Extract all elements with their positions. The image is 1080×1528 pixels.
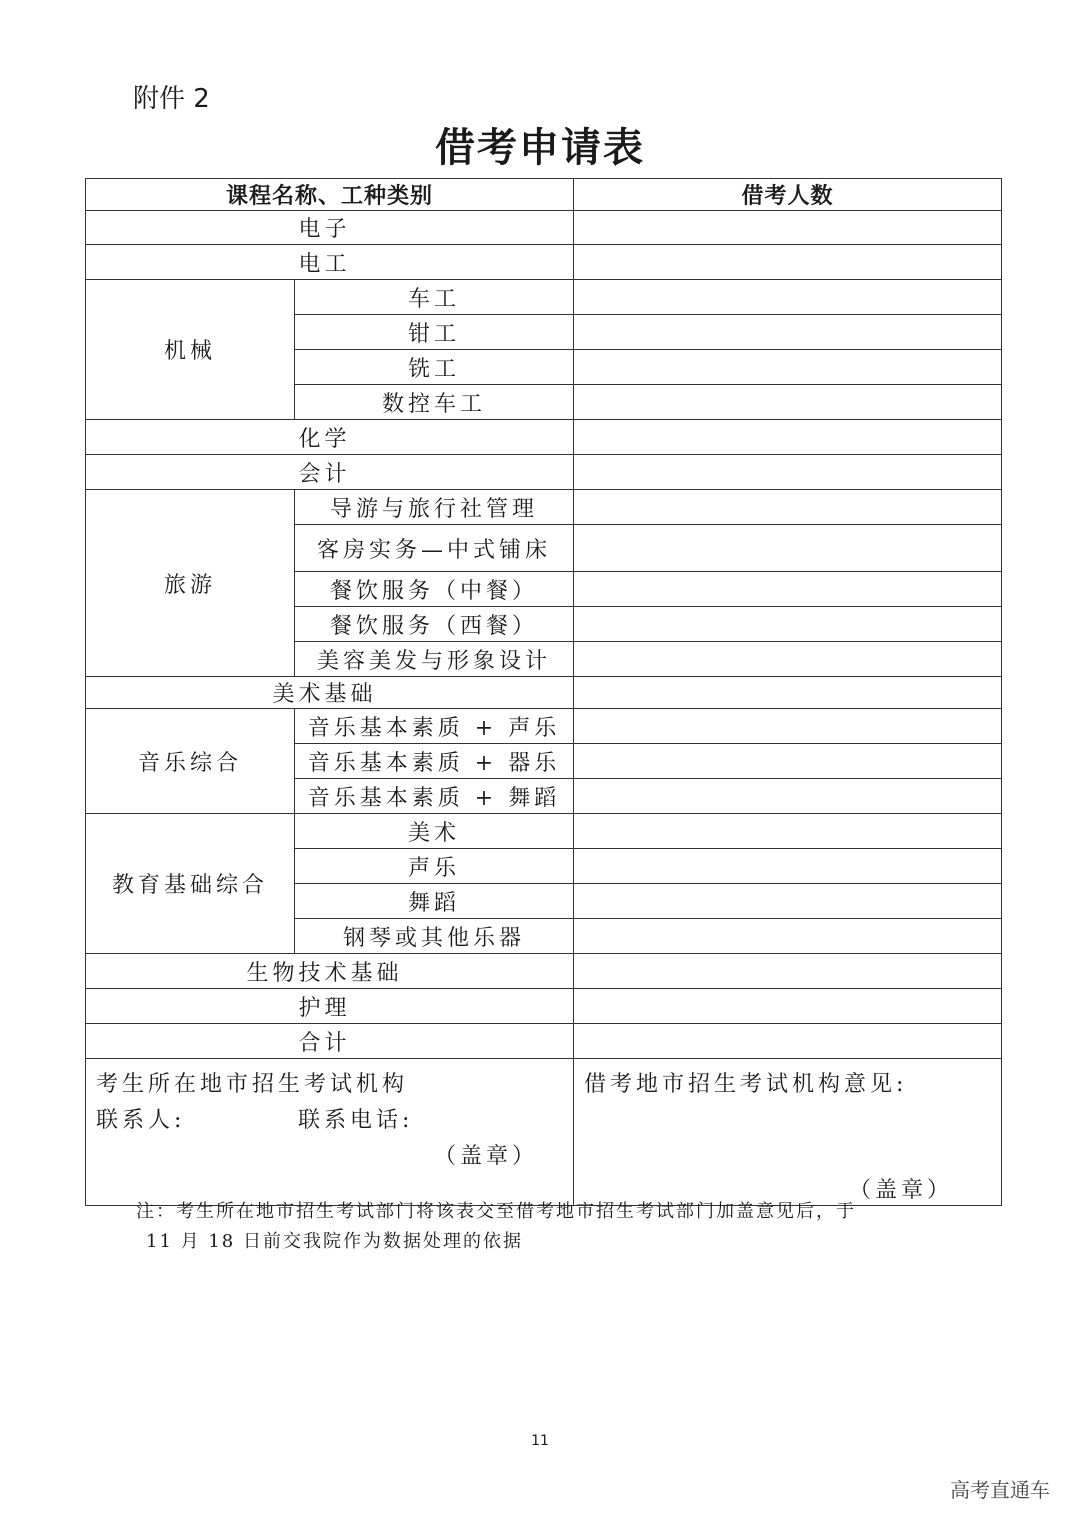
table-row [86,211,1002,245]
group-label-mechanical: 机械 [86,280,295,420]
table-row [86,1024,1002,1059]
count-cell-edu-3[interactable] [574,919,1002,954]
header-count: 借考人数 [574,179,1002,211]
watermark-text: 高考直通车 [950,1478,1050,1502]
row-label-music-1: 音乐基本素质 + 器乐 [295,744,574,779]
table-row [86,989,1002,1024]
row-label-accounting: 会计 [86,455,574,490]
row-label-fine-arts: 美术基础 [86,677,574,709]
row-label-electronics: 电子 [86,211,574,245]
applicant-office-label: 考生所在地市招生考试机构 [96,1072,409,1097]
count-cell-music-2[interactable] [574,779,1002,814]
count-cell-mech-3[interactable] [574,385,1002,420]
count-cell-electronics[interactable] [574,211,1002,245]
count-cell-tour-0[interactable] [574,490,1002,525]
page-number: 11 [531,1433,549,1449]
row-label-biotech: 生物技术基础 [86,954,574,989]
row-label-edu-2: 舞蹈 [295,884,574,919]
row-label-tour-2: 餐饮服务（中餐） [295,572,574,607]
footnote-line-1: 注：考生所在地市招生考试部门将该表交至借考地市招生考试部门加盖意见后，于 [136,1201,856,1222]
footnote-line-2: 11 月 18 日前交我院作为数据处理的依据 [146,1231,523,1252]
host-office-opinion-label: 借考地市招生考试机构意见: [584,1072,908,1097]
count-cell-music-1[interactable] [574,744,1002,779]
count-cell-accounting[interactable] [574,455,1002,490]
count-cell-mech-2[interactable] [574,350,1002,385]
row-label-edu-1: 声乐 [295,849,574,884]
contact-person-label: 联系人: [96,1108,186,1133]
contact-phone-label: 联系电话: [298,1108,414,1133]
table-row [86,954,1002,989]
row-label-edu-0: 美术 [295,814,574,849]
count-cell-edu-0[interactable] [574,814,1002,849]
group-label-education: 教育基础综合 [86,814,295,954]
row-label-music-0: 音乐基本素质 + 声乐 [295,709,574,744]
table-row [86,814,1002,849]
count-cell-edu-1[interactable] [574,849,1002,884]
row-label-tour-4: 美容美发与形象设计 [295,642,574,677]
count-cell-mech-0[interactable] [574,280,1002,315]
group-label-tourism: 旅游 [86,490,295,677]
table-row [86,709,1002,744]
row-label-tour-3: 餐饮服务（西餐） [295,607,574,642]
row-label-tour-1: 客房实务—中式铺床 [295,525,574,572]
row-label-mech-3: 数控车工 [295,385,574,420]
table-row [86,677,1002,709]
group-label-music: 音乐综合 [86,709,295,814]
row-label-edu-3: 钢琴或其他乐器 [295,919,574,954]
form-title: 借考申请表 [435,124,645,171]
count-cell-tour-2[interactable] [574,572,1002,607]
count-cell-fine-arts[interactable] [574,677,1002,709]
attachment-label: 附件 2 [133,84,210,114]
count-cell-mech-1[interactable] [574,315,1002,350]
host-seal-label: （盖章） [849,1178,954,1203]
table-row [86,245,1002,280]
table-row [86,490,1002,525]
row-label-nursing: 护理 [86,989,574,1024]
count-cell-total[interactable] [574,1024,1002,1059]
table-row [86,280,1002,315]
row-label-mech-2: 铣工 [295,350,574,385]
row-label-music-2: 音乐基本素质 + 舞蹈 [295,779,574,814]
count-cell-biotech[interactable] [574,954,1002,989]
count-cell-music-0[interactable] [574,709,1002,744]
row-label-tour-0: 导游与旅行社管理 [295,490,574,525]
count-cell-nursing[interactable] [574,989,1002,1024]
count-cell-tour-1[interactable] [574,525,1002,572]
count-cell-tour-4[interactable] [574,642,1002,677]
row-label-electrician: 电工 [86,245,574,280]
table-header-row [86,179,1002,211]
count-cell-chemistry[interactable] [574,420,1002,455]
count-cell-tour-3[interactable] [574,607,1002,642]
header-course: 课程名称、工种类别 [86,179,574,211]
row-label-chemistry: 化学 [86,420,574,455]
applicant-seal-label: （盖章） [434,1144,539,1169]
row-label-mech-0: 车工 [295,280,574,315]
signature-row [86,1059,1002,1206]
row-label-total: 合计 [86,1024,574,1059]
application-table [85,178,1002,1206]
table-row [86,420,1002,455]
applicant-office-cell [86,1059,574,1206]
host-office-opinion-cell [574,1059,1002,1206]
row-label-mech-1: 钳工 [295,315,574,350]
table-row [86,455,1002,490]
count-cell-edu-2[interactable] [574,884,1002,919]
count-cell-electrician[interactable] [574,245,1002,280]
